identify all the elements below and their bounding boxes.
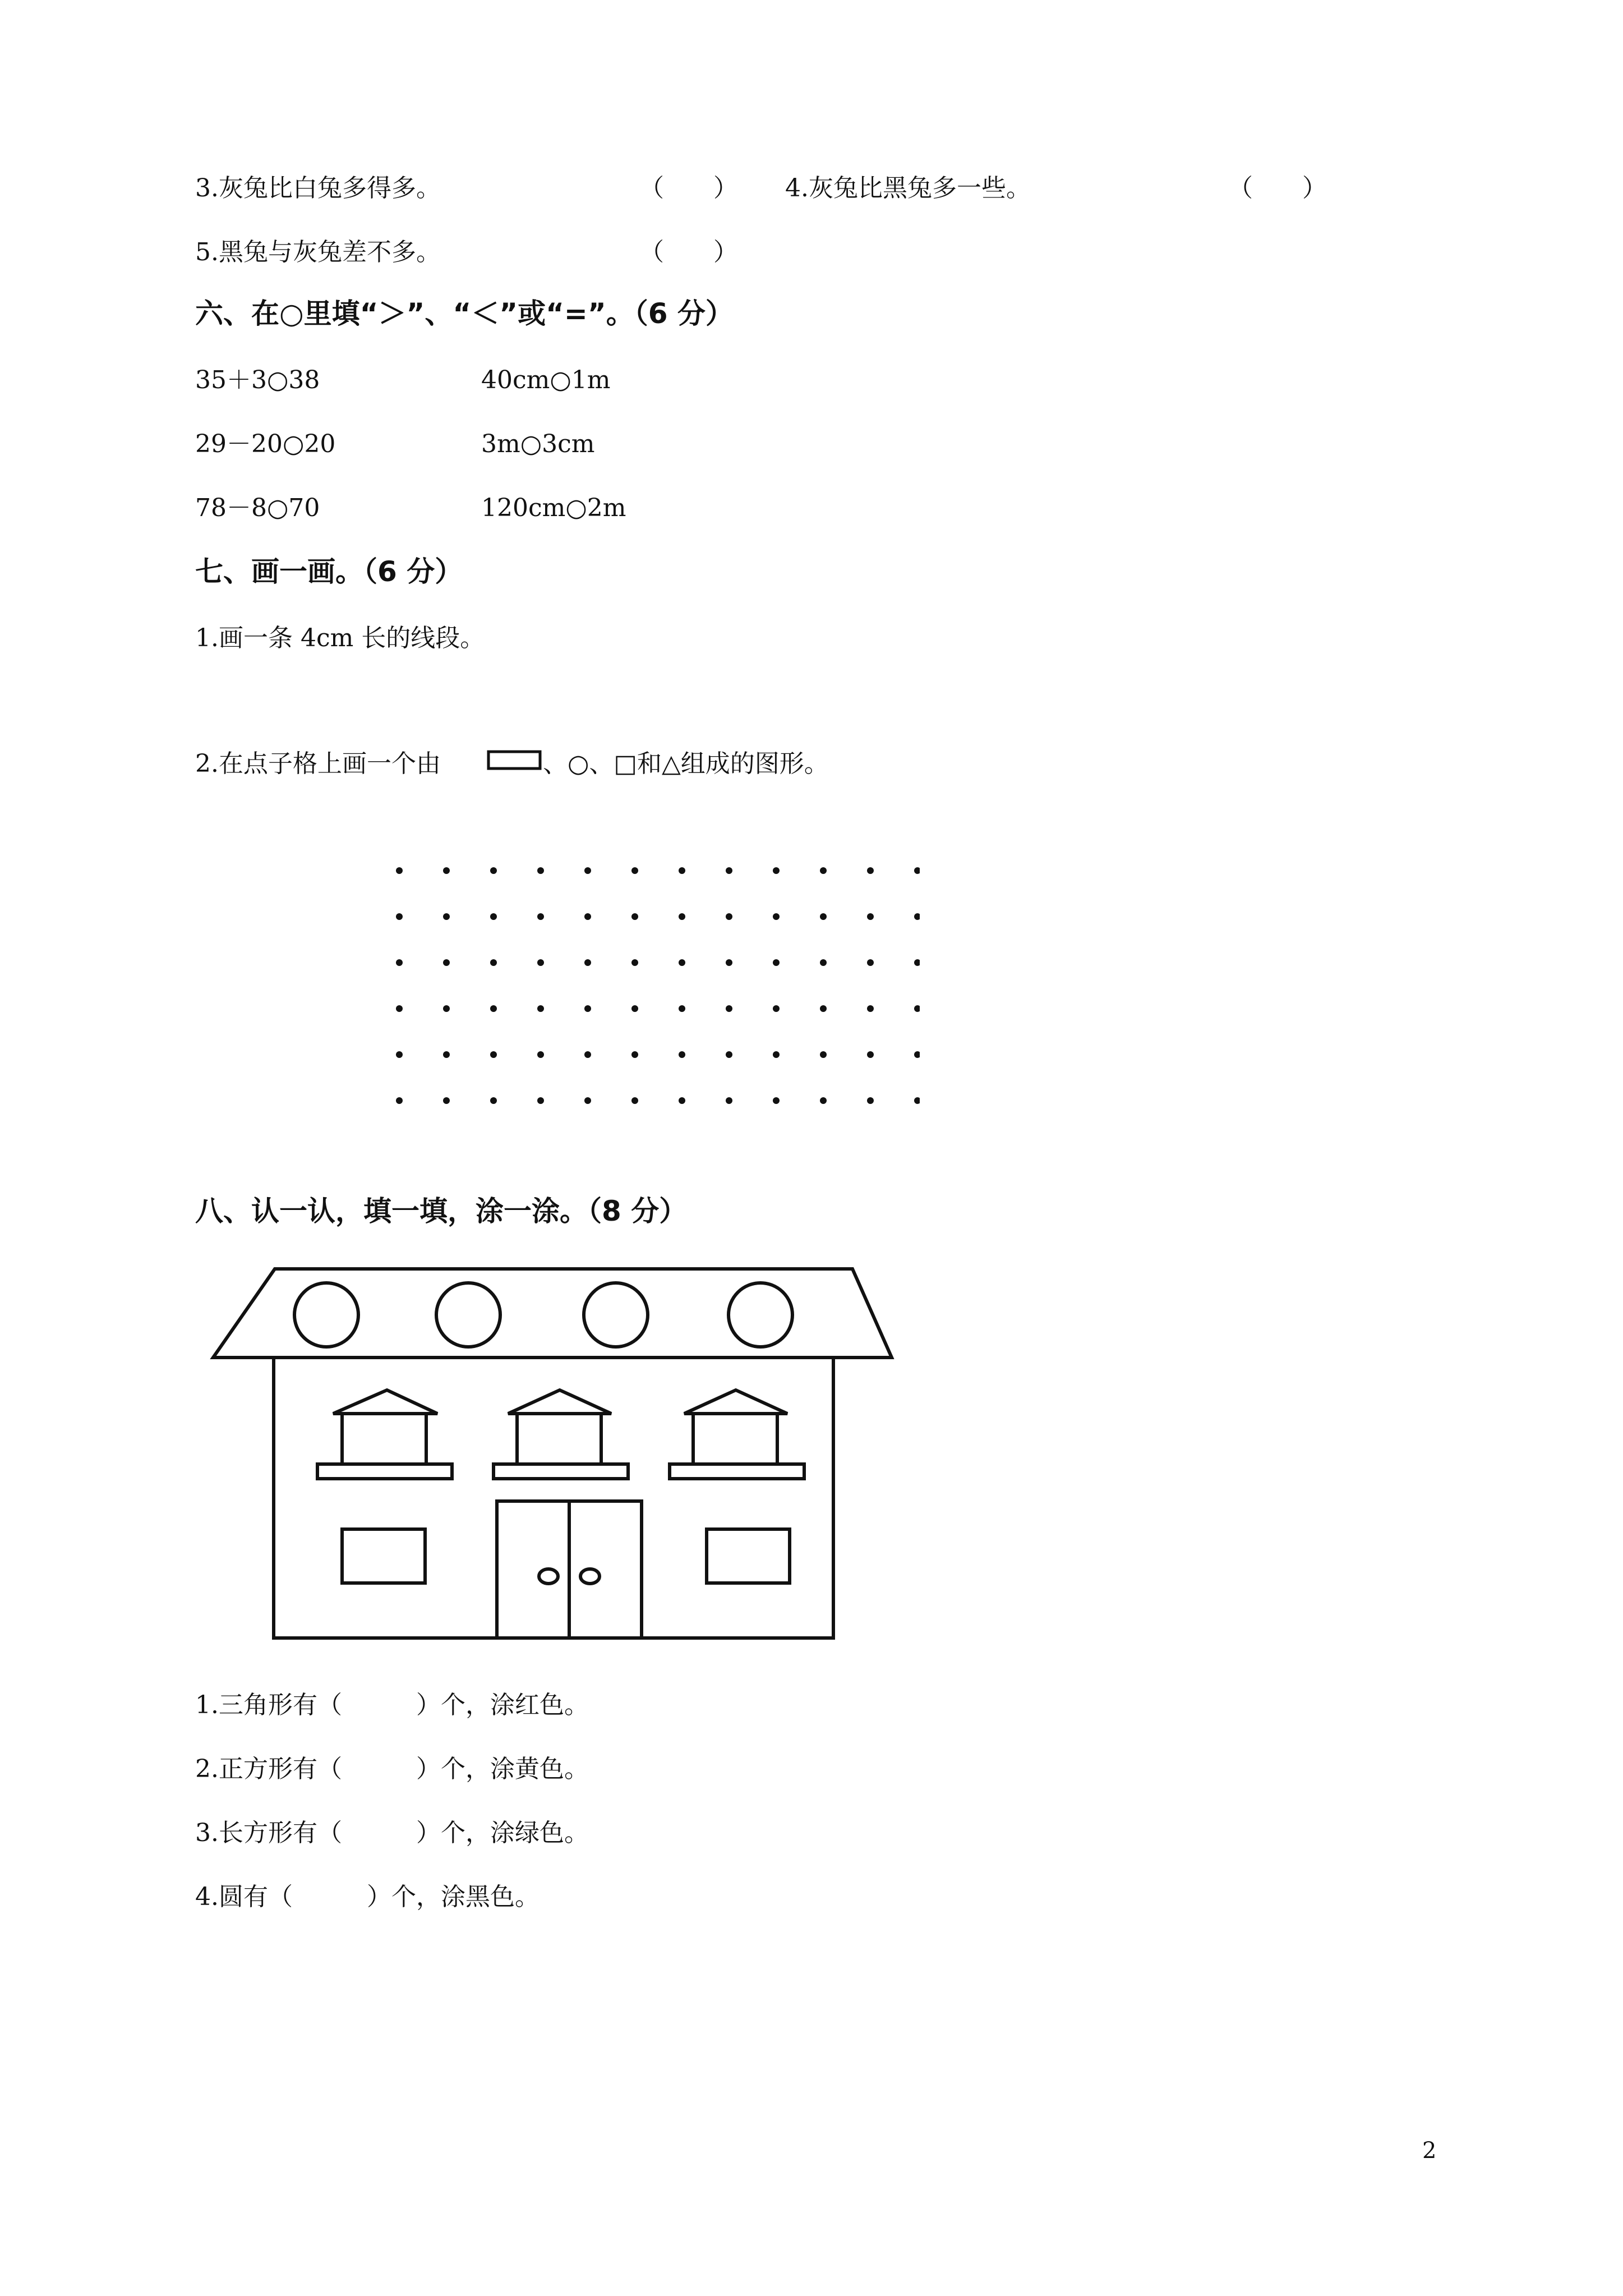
- grid-dot[interactable]: [820, 959, 827, 966]
- compare-item-5: 78－8○70: [195, 494, 320, 522]
- grid-dot[interactable]: [443, 1005, 450, 1012]
- window-sill-1: [317, 1464, 452, 1479]
- grid-dot[interactable]: [443, 913, 450, 920]
- section-7-heading: 七、画一画。（6 分）: [195, 555, 463, 588]
- grid-dot[interactable]: [584, 959, 591, 966]
- draw-question-2-suffix: 、○、□和△组成的图形。: [543, 749, 829, 778]
- grid-dot[interactable]: [396, 959, 403, 966]
- door-knob-right: [580, 1569, 600, 1584]
- grid-dot[interactable]: [537, 1097, 544, 1104]
- grid-dot[interactable]: [490, 959, 497, 966]
- grid-dot[interactable]: [584, 913, 591, 920]
- grid-dot[interactable]: [773, 959, 780, 966]
- grid-dot[interactable]: [679, 1097, 685, 1104]
- draw-question-2-prefix: 2.在点子格上画一个由: [195, 749, 441, 778]
- grid-dot[interactable]: [914, 867, 920, 874]
- grid-dot[interactable]: [726, 913, 732, 920]
- grid-dot[interactable]: [773, 867, 780, 874]
- rectangle-shape-icon: [487, 748, 543, 773]
- grid-dot[interactable]: [396, 1005, 403, 1012]
- grid-dot[interactable]: [914, 1097, 920, 1104]
- section-6-heading: 六、在○里填“＞”、“＜”或“=”。（6 分）: [195, 297, 734, 330]
- house-walls: [274, 1358, 833, 1638]
- judgement-item-3: 3.灰兔比白兔多得多。: [195, 174, 441, 203]
- grid-dot[interactable]: [490, 913, 497, 920]
- grid-dot[interactable]: [584, 867, 591, 874]
- lower-window-right: [707, 1529, 790, 1583]
- grid-dot[interactable]: [631, 959, 638, 966]
- grid-dot[interactable]: [820, 1097, 827, 1104]
- answer-paren-5: （ ）: [639, 238, 738, 266]
- draw-question-1: 1.画一条 4cm 长的线段。: [195, 624, 485, 652]
- answer-paren-3: （ ）: [639, 174, 738, 203]
- grid-dot[interactable]: [914, 913, 920, 920]
- answer-paren-4: （ ）: [1228, 174, 1327, 203]
- house-figure: [202, 1257, 931, 1649]
- roof-circle-4: [728, 1283, 792, 1347]
- grid-dot[interactable]: [396, 913, 403, 920]
- window-sill-3: [670, 1464, 804, 1479]
- grid-dot[interactable]: [443, 959, 450, 966]
- grid-dot[interactable]: [537, 867, 544, 874]
- grid-dot[interactable]: [537, 959, 544, 966]
- grid-dot[interactable]: [867, 959, 874, 966]
- grid-dot[interactable]: [679, 913, 685, 920]
- window-triangle-3: [684, 1390, 787, 1414]
- grid-dot[interactable]: [726, 867, 732, 874]
- grid-dot[interactable]: [914, 1051, 920, 1058]
- window-triangle-1: [333, 1390, 437, 1414]
- grid-dot[interactable]: [537, 913, 544, 920]
- grid-dot[interactable]: [443, 1051, 450, 1058]
- roof-circle-3: [584, 1283, 648, 1347]
- grid-dot[interactable]: [820, 1051, 827, 1058]
- grid-dot[interactable]: [867, 1097, 874, 1104]
- window-box-1: [342, 1414, 426, 1464]
- count-question-1: 1.三角形有（ ）个，涂红色。: [195, 1691, 589, 1719]
- grid-dot[interactable]: [726, 1097, 732, 1104]
- grid-dot[interactable]: [726, 959, 732, 966]
- roof-circle-2: [436, 1283, 500, 1347]
- count-question-2: 2.正方形有（ ）个，涂黄色。: [195, 1755, 589, 1783]
- dot-grid[interactable]: [381, 853, 920, 1111]
- grid-dot[interactable]: [914, 1005, 920, 1012]
- grid-dot[interactable]: [396, 1097, 403, 1104]
- grid-dot[interactable]: [631, 913, 638, 920]
- grid-dot[interactable]: [773, 1097, 780, 1104]
- grid-dot[interactable]: [631, 1005, 638, 1012]
- judgement-item-4: 4.灰兔比黑兔多一些。: [785, 174, 1031, 203]
- grid-dot[interactable]: [584, 1097, 591, 1104]
- grid-dot[interactable]: [773, 1051, 780, 1058]
- grid-dot[interactable]: [537, 1051, 544, 1058]
- compare-item-2: 40cm○1m: [481, 366, 611, 394]
- grid-dot[interactable]: [679, 867, 685, 874]
- grid-dot[interactable]: [820, 1005, 827, 1012]
- grid-dot[interactable]: [490, 867, 497, 874]
- grid-dot[interactable]: [631, 1051, 638, 1058]
- grid-dot[interactable]: [396, 1051, 403, 1058]
- grid-dot[interactable]: [820, 867, 827, 874]
- grid-dot[interactable]: [726, 1005, 732, 1012]
- grid-dot[interactable]: [914, 959, 920, 966]
- compare-item-3: 29－20○20: [195, 430, 336, 458]
- grid-dot[interactable]: [490, 1097, 497, 1104]
- grid-dot[interactable]: [773, 1005, 780, 1012]
- roof-circle-1: [294, 1283, 358, 1347]
- judgement-item-5: 5.黑兔与灰兔差不多。: [195, 238, 441, 266]
- grid-dot[interactable]: [679, 1051, 685, 1058]
- page-number: 2: [1422, 2138, 1437, 2164]
- grid-dot[interactable]: [726, 1051, 732, 1058]
- compare-item-1: 35＋3○38: [195, 366, 320, 394]
- grid-dot[interactable]: [396, 867, 403, 874]
- count-question-3: 3.长方形有（ ）个，涂绿色。: [195, 1819, 589, 1847]
- grid-dot[interactable]: [679, 1005, 685, 1012]
- grid-dot[interactable]: [867, 1051, 874, 1058]
- grid-dot[interactable]: [443, 867, 450, 874]
- compare-item-6: 120cm○2m: [481, 494, 626, 522]
- grid-dot[interactable]: [631, 1097, 638, 1104]
- window-triangle-2: [508, 1390, 611, 1414]
- door-knob-left: [539, 1569, 558, 1584]
- grid-dot[interactable]: [490, 1051, 497, 1058]
- grid-dot[interactable]: [679, 959, 685, 966]
- grid-dot[interactable]: [537, 1005, 544, 1012]
- grid-dot[interactable]: [867, 1005, 874, 1012]
- grid-dot[interactable]: [490, 1005, 497, 1012]
- count-question-4: 4.圆有（ ）个，涂黑色。: [195, 1883, 540, 1911]
- window-sill-2: [494, 1464, 628, 1479]
- grid-dot[interactable]: [584, 1051, 591, 1058]
- grid-dot[interactable]: [631, 867, 638, 874]
- grid-dot[interactable]: [867, 913, 874, 920]
- grid-dot[interactable]: [584, 1005, 591, 1012]
- grid-dot[interactable]: [820, 913, 827, 920]
- section-8-heading: 八、认一认，填一填，涂一涂。（8 分）: [195, 1195, 688, 1227]
- compare-item-4: 3m○3cm: [481, 430, 595, 458]
- grid-dot[interactable]: [773, 913, 780, 920]
- lower-window-left: [342, 1529, 425, 1583]
- grid-dot[interactable]: [443, 1097, 450, 1104]
- window-box-2: [517, 1414, 601, 1464]
- grid-dot[interactable]: [867, 867, 874, 874]
- window-box-3: [693, 1414, 777, 1464]
